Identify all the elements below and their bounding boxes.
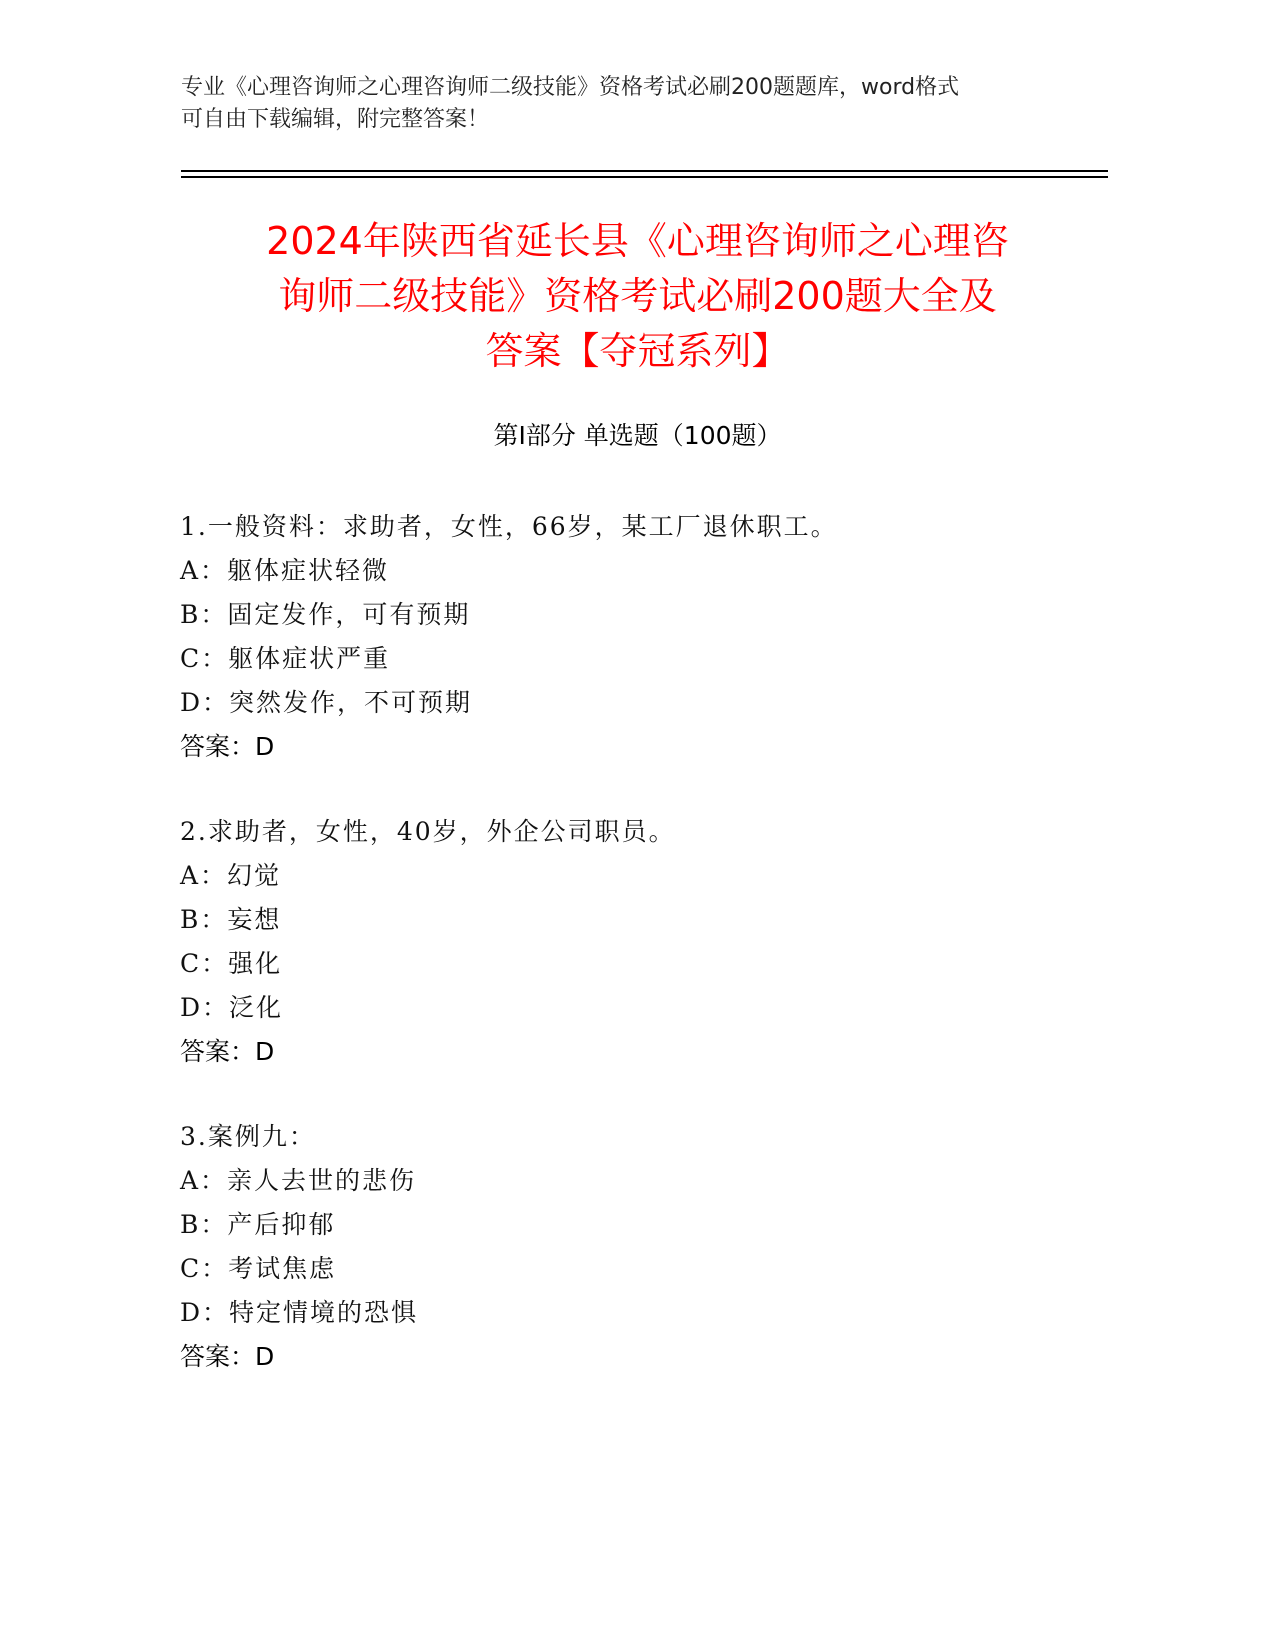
question-3 <box>180 1115 1080 1379</box>
option-d: D：泛化 <box>180 993 284 1022</box>
answer: 答案：D <box>180 1342 275 1371</box>
option-a: A：躯体症状轻微 <box>180 556 390 585</box>
option-d: D：特定情境的恐惧 <box>180 1298 419 1327</box>
header-note <box>181 72 1041 136</box>
question-2 <box>180 810 1080 1074</box>
option-c: C：强化 <box>180 949 283 978</box>
question-stem: 3.案例九： <box>180 1122 316 1151</box>
header-divider-top <box>181 170 1108 172</box>
question-stem: 1.一般资料：求助者，女性，66岁，某工厂退休职工。 <box>180 512 838 541</box>
option-c: C：躯体症状严重 <box>180 644 391 673</box>
section-heading: 第Ⅰ部分 单选题（100题） <box>493 421 782 450</box>
document-title-line-2: 询师二级技能》资格考试必刷200题大全及 <box>278 274 997 318</box>
header-divider-bottom <box>181 176 1108 178</box>
option-b: B：产后抑郁 <box>180 1210 336 1239</box>
document-title <box>120 214 1155 379</box>
header-note-line-1: 专业《心理咨询师之心理咨询师二级技能》资格考试必刷200题题库，word格式 <box>181 75 960 100</box>
question-1 <box>180 505 1080 769</box>
option-b: B：妄想 <box>180 905 282 934</box>
option-c: C：考试焦虑 <box>180 1254 337 1283</box>
document-title-line-3: 答案【夺冠系列】 <box>485 329 790 373</box>
question-stem: 2.求助者，女性，40岁，外企公司职员。 <box>180 817 676 846</box>
document-title-line-1: 2024年陕西省延长县《心理咨询师之心理咨 <box>266 219 1009 263</box>
option-b: B：固定发作，可有预期 <box>180 600 471 629</box>
answer: 答案：D <box>180 1037 275 1066</box>
option-a: A：亲人去世的悲伤 <box>180 1166 417 1195</box>
answer: 答案：D <box>180 732 275 761</box>
option-a: A：幻觉 <box>180 861 282 890</box>
header-note-line-2: 可自由下载编辑，附完整答案！ <box>181 107 490 132</box>
option-d: D：突然发作，不可预期 <box>180 688 473 717</box>
